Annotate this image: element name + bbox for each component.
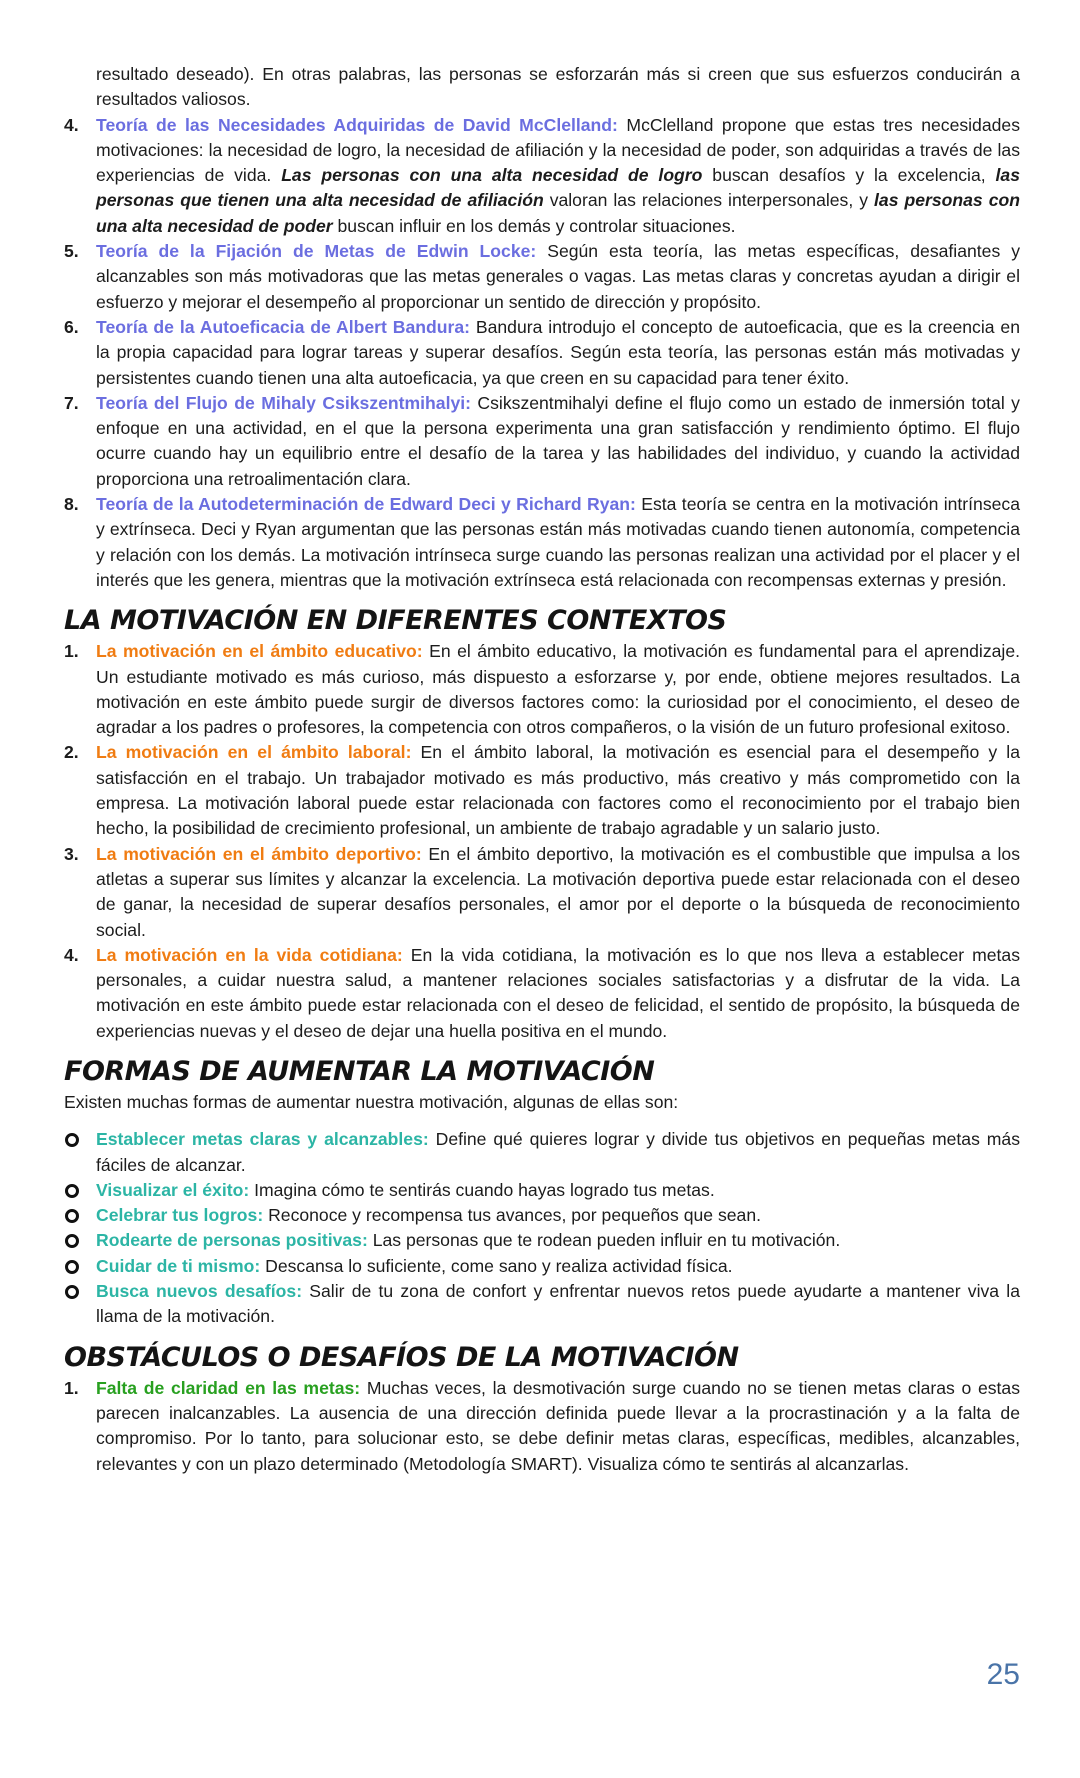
- item-number: 1.: [64, 1377, 79, 1398]
- bullet-item: [64, 1203, 1020, 1228]
- item-body: Muchas veces, la desmotivación surge cuando no se tienen metas claras o estas parecen inalcanzables. La ausencia de una dirección definida puede llevar a la procrastinación y a la falta de compromiso. Por lo tanto, para solucionar esto, se debe definir metas claras, específicas, medibles, alcanzables, relevantes y con un plazo determinado (Metodología SMART). Visualiza cómo te sentirás al alcanzarlas.: [96, 1377, 1020, 1474]
- item-text: [96, 113, 1020, 239]
- item-text: [96, 1376, 1020, 1477]
- list-item-context-3: [64, 842, 1020, 943]
- item-body: buscan desafíos y la excelencia,: [702, 165, 996, 186]
- emphasis-text: las personas que tienen una alta necesidad de afiliación: [96, 165, 1020, 211]
- item-body: Esta teoría se centra en la motivación intrínseca y extrínseca. Deci y Ryan argumentan que las personas están más motivadas cuando tienen autonomía, competencia y relación con los demás. La motivación intrínseca surge cuando las personas realizan una actividad por el placer y el interés que les genera, mientras que la motivación extrínseca está relacionada con recompensas externas y presión.: [96, 494, 1020, 590]
- item-text: [96, 1228, 1020, 1253]
- item-body: En la vida cotidiana, la motivación es lo que nos lleva a establecer metas personales, a cuidar nuestra salud, a mantener relaciones sociales satisfactorias y a disfrutar de la vida. La motivación en este ámbito puede estar relacionada con el deseo de felicidad, el sentido de propósito, la búsqueda de experiencias nuevas y el deseo de dejar una huella positiva en el mundo.: [96, 944, 1020, 1041]
- item-number: 1.: [64, 641, 79, 662]
- item-body: Descansa lo suficiente, come sano y realiza actividad física.: [260, 1255, 733, 1276]
- item-text: [96, 842, 1020, 943]
- emphasis-text: las personas con una alta necesidad de poder: [96, 190, 1020, 236]
- item-number: 2.: [64, 742, 79, 763]
- item-title: Busca nuevos desafíos:: [96, 1281, 303, 1302]
- item-title: La motivación en la vida cotidiana:: [96, 944, 403, 965]
- item-title: La motivación en el ámbito deportivo:: [96, 843, 422, 864]
- list-item-theory-8: [64, 492, 1020, 593]
- item-number: 8.: [64, 494, 79, 515]
- item-body: En el ámbito educativo, la motivación es fundamental para el aprendizaje. Un estudiante motivado es más curioso, más dispuesto a esforzarse y, por ende, obtiene mejores resultados. La motivación en este ámbito puede surgir de diversos factores como: la curiosidad por el conocimiento, el deseo de agradar a los padres o profesores, la competencia con otros compañeros, o la visión de un futuro profesional exitoso.: [96, 641, 1020, 738]
- page-content: [64, 62, 1020, 1477]
- item-text: [96, 391, 1020, 492]
- item-body: McClelland propone que estas tres necesidades motivaciones: la necesidad de logro, la necesidad de afiliación y la necesidad de poder, son adquiridas a través de las experiencias de vida.: [96, 114, 1020, 186]
- item-body: Imagina cómo te sentirás cuando hayas logrado tus metas.: [249, 1179, 715, 1200]
- item-text: [96, 492, 1020, 593]
- item-text: [96, 1178, 1020, 1203]
- item-body: Reconoce y recompensa tus avances, por pequeños que sean.: [263, 1205, 762, 1226]
- item-title: La motivación en el ámbito educativo:: [96, 641, 423, 662]
- item-title: Teoría de las Necesidades Adquiridas de David McClelland:: [96, 114, 618, 135]
- item-number: 4.: [64, 114, 79, 135]
- item-title: Teoría de la Fijación de Metas de Edwin Locke:: [96, 241, 537, 262]
- bullet-item: [64, 1178, 1020, 1203]
- bullet-circle-icon: [64, 1127, 96, 1152]
- list-item-context-2: [64, 740, 1020, 841]
- item-title: Celebrar tus logros:: [96, 1205, 264, 1226]
- item-title: Teoría de la Autoeficacia de Albert Bandura:: [96, 316, 470, 337]
- item-text: [96, 943, 1020, 1044]
- item-number: 3.: [64, 843, 79, 864]
- item-title: La motivación en el ámbito laboral:: [96, 742, 412, 763]
- item-text: [96, 1254, 1020, 1279]
- list-item-context-4: [64, 943, 1020, 1044]
- list-item-theory-4: [64, 113, 1020, 239]
- item-text: [96, 740, 1020, 841]
- item-text: [96, 1203, 1020, 1228]
- list-item-theory-7: [64, 391, 1020, 492]
- item-text: [96, 315, 1020, 391]
- item-text: [96, 639, 1020, 740]
- item-body: Bandura introdujo el concepto de autoeficacia, que es la creencia en la propia capacidad para lograr tareas y superar desafíos. Según esta teoría, las personas están más motivadas y persistentes cuando tienen una alta autoeficacia, ya que creen en su capacidad para tener éxito.: [96, 316, 1021, 388]
- item-body: Las personas que te rodean pueden influir en tu motivación.: [367, 1230, 841, 1251]
- item-body: En el ámbito deportivo, la motivación es el combustible que impulsa a los atletas a superar sus límites y alcanzar la excelencia. La motivación deportiva puede estar relacionada con el deseo de ganar, la necesidad de superar desafíos personales, el amor por el deporte o la búsqueda de reconocimiento social.: [96, 843, 1020, 940]
- bullet-item: [64, 1279, 1020, 1330]
- bullet-circle-icon: [64, 1254, 96, 1279]
- item-number: 7.: [64, 392, 79, 413]
- list-item-theory-5: [64, 239, 1020, 315]
- section-heading-contexts: LA MOTIVACIÓN EN DIFERENTES CONTEXTOS: [64, 605, 727, 637]
- item-body: En el ámbito laboral, la motivación es esencial para el desempeño y la satisfacción en el trabajo. Un trabajador motivado es más productivo, más creativo y más comprometido con la empresa. La motivación laboral puede estar relacionada con factores como el reconocimiento por el trabajo bien hecho, la posibilidad de crecimiento profesional, un ambiente de trabajo agradable y un salario justo.: [96, 742, 1020, 839]
- section-heading-increase: FORMAS DE AUMENTAR LA MOTIVACIÓN: [64, 1055, 655, 1087]
- item-text: [96, 1279, 1020, 1330]
- item-title: Establecer metas claras y alcanzables:: [96, 1129, 429, 1150]
- item-text: [96, 1127, 1020, 1178]
- page-number: 25: [986, 1658, 1020, 1691]
- list-item-obstacle-1: [64, 1376, 1020, 1477]
- section-heading-obstacles: OBSTÁCULOS O DESAFÍOS DE LA MOTIVACIÓN: [64, 1341, 739, 1373]
- item-number: 4.: [64, 944, 79, 965]
- bullet-circle-icon: [64, 1178, 96, 1203]
- list-item-theory-6: [64, 315, 1020, 391]
- list-item-context-1: [64, 639, 1020, 740]
- continuation-paragraph: resultado deseado). En otras palabras, las personas se esforzarán más si creen que sus esfuerzos conducirán a resultados valiosos.: [96, 64, 1020, 110]
- bullet-circle-icon: [64, 1203, 96, 1228]
- item-body: Define qué quieres lograr y divide tus objetivos en pequeñas metas más fáciles de alcanzar.: [96, 1129, 1020, 1175]
- item-body: valoran las relaciones interpersonales, y: [543, 190, 875, 211]
- item-title: Cuidar de ti mismo:: [96, 1255, 261, 1276]
- bullet-item: [64, 1127, 1020, 1178]
- item-title: Teoría del Flujo de Mihaly Csikszentmihalyi:: [96, 392, 471, 413]
- item-body: Salir de tu zona de confort y enfrentar nuevos retos puede ayudarte a mantener viva la llama de la motivación.: [96, 1281, 1021, 1327]
- bullet-item: [64, 1228, 1020, 1253]
- item-title: Rodearte de personas positivas:: [96, 1230, 368, 1251]
- bullet-item: [64, 1254, 1020, 1279]
- item-title: Falta de claridad en las metas:: [96, 1377, 361, 1398]
- emphasis-text: Las personas con una alta necesidad de logro: [281, 165, 703, 186]
- section-intro: Existen muchas formas de aumentar nuestra motivación, algunas de ellas son:: [64, 1091, 679, 1112]
- item-title: Visualizar el éxito:: [96, 1179, 250, 1200]
- item-number: 5.: [64, 241, 79, 262]
- item-title: Teoría de la Autodeterminación de Edward Deci y Richard Ryan:: [96, 494, 636, 515]
- item-body: Según esta teoría, las metas específicas, desafiantes y alcanzables son más motivadoras que las metas generales o vagas. Las metas claras y concretas ayudan a dirigir el esfuerzo y mejorar el desempeño al proporcionar un sentido de dirección y propósito.: [96, 241, 1021, 312]
- item-body: Csikszentmihalyi define el flujo como un estado de inmersión total y enfoque en una actividad, en el que la persona experimenta una gran satisfacción y rendimiento óptimo. El flujo ocurre cuando hay un equilibrio entre el desafío de la tarea y las habilidades del individuo, y cuando la actividad proporciona una retroalimentación clara.: [96, 392, 1020, 489]
- item-number: 6.: [64, 316, 79, 337]
- item-body: buscan influir en los demás y controlar situaciones.: [332, 215, 736, 236]
- bullet-circle-icon: [64, 1279, 96, 1304]
- bullet-circle-icon: [64, 1228, 96, 1253]
- item-text: [96, 239, 1020, 315]
